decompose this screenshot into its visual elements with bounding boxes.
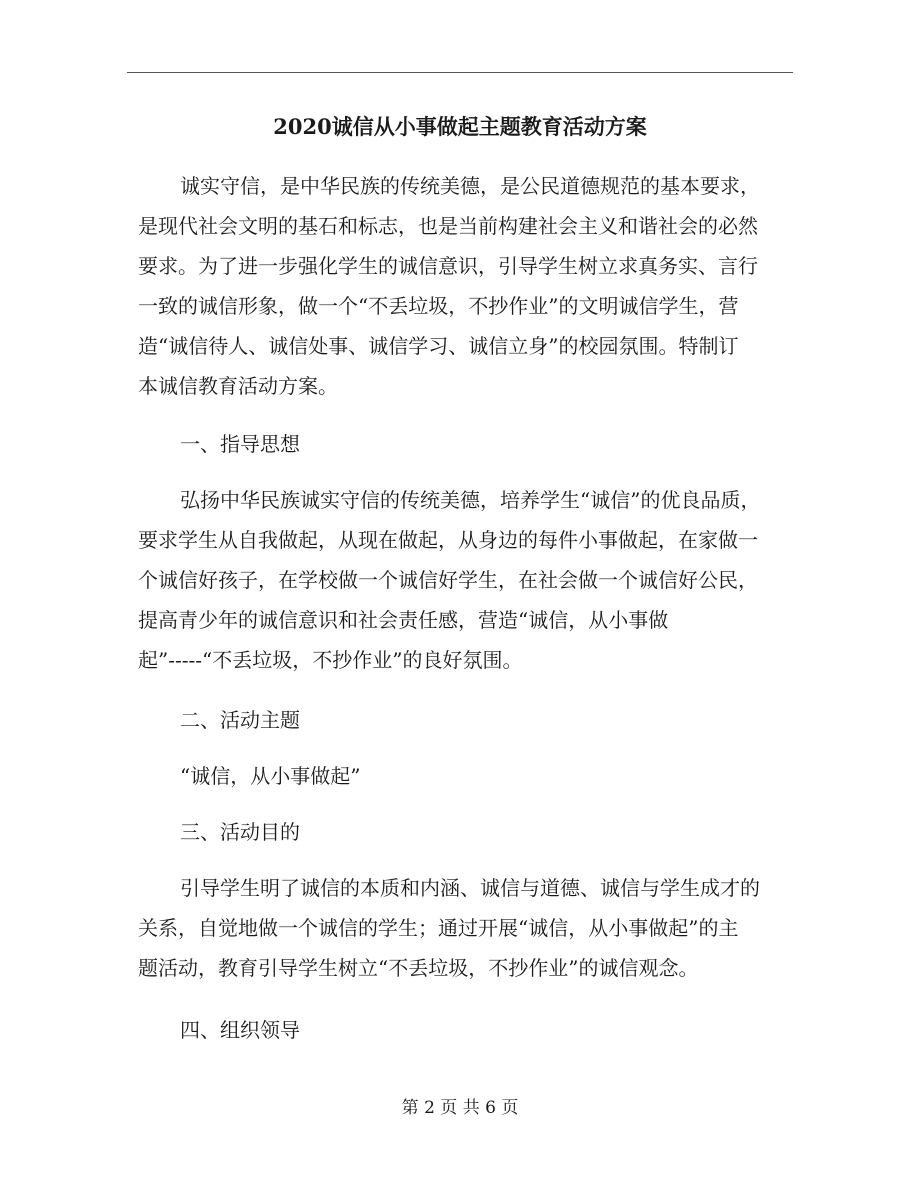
section3-line: 题活动，教育引导学生树立“不丢垃圾，不抄作业”的诚信观念。 — [138, 956, 699, 980]
section1-line: 提高青少年的诚信意识和社会责任感，营造“诚信，从小事做 — [138, 608, 669, 632]
section3-line: 引导学生明了诚信的本质和内涵、诚信与道德、诚信与学生成才的 — [180, 876, 760, 900]
intro-line: 要求。为了进一步强化学生的诚信意识，引导学生树立求真务实、言行 — [138, 254, 758, 278]
intro-line: 诚实守信，是中华民族的传统美德，是公民道德规范的基本要求， — [180, 174, 760, 198]
intro-line: 一致的诚信形象，做一个“不丢垃圾，不抄作业”的文明诚信学生，营 — [138, 294, 739, 318]
section-heading-organization: 四、组织领导 — [180, 1018, 300, 1042]
section-heading-theme: 二、活动主题 — [180, 708, 300, 732]
intro-line: 是现代社会文明的基石和标志，也是当前构建社会主义和谐社会的必然 — [138, 214, 758, 238]
section1-line: 要求学生从自我做起，从现在做起，从身边的每件小事做起，在家做一 — [138, 528, 758, 552]
header-rule — [127, 72, 793, 73]
intro-line: 本诚信教育活动方案。 — [138, 374, 338, 398]
section3-line: 关系，自觉地做一个诚信的学生；通过开展“诚信，从小事做起”的主 — [138, 916, 739, 940]
section-heading-purpose: 三、活动目的 — [180, 820, 300, 844]
document-title: 2020诚信从小事做起主题教育活动方案 — [273, 114, 647, 139]
page-number: 第 2 页 共 6 页 — [401, 1098, 519, 1118]
section1-line: 起”-----“不丢垃圾，不抄作业”的良好氛围。 — [138, 648, 523, 672]
intro-line: 造“诚信待人、诚信处事、诚信学习、诚信立身”的校园氛围。特制订 — [138, 334, 739, 358]
section1-line: 个诚信好孩子，在学校做一个诚信好学生，在社会做一个诚信好公民， — [138, 568, 758, 592]
section1-line: 弘扬中华民族诚实守信的传统美德，培养学生“诚信”的优良品质， — [180, 488, 761, 512]
section-heading-guiding-thought: 一、指导思想 — [180, 432, 300, 456]
activity-theme: “诚信，从小事做起” — [180, 764, 361, 788]
